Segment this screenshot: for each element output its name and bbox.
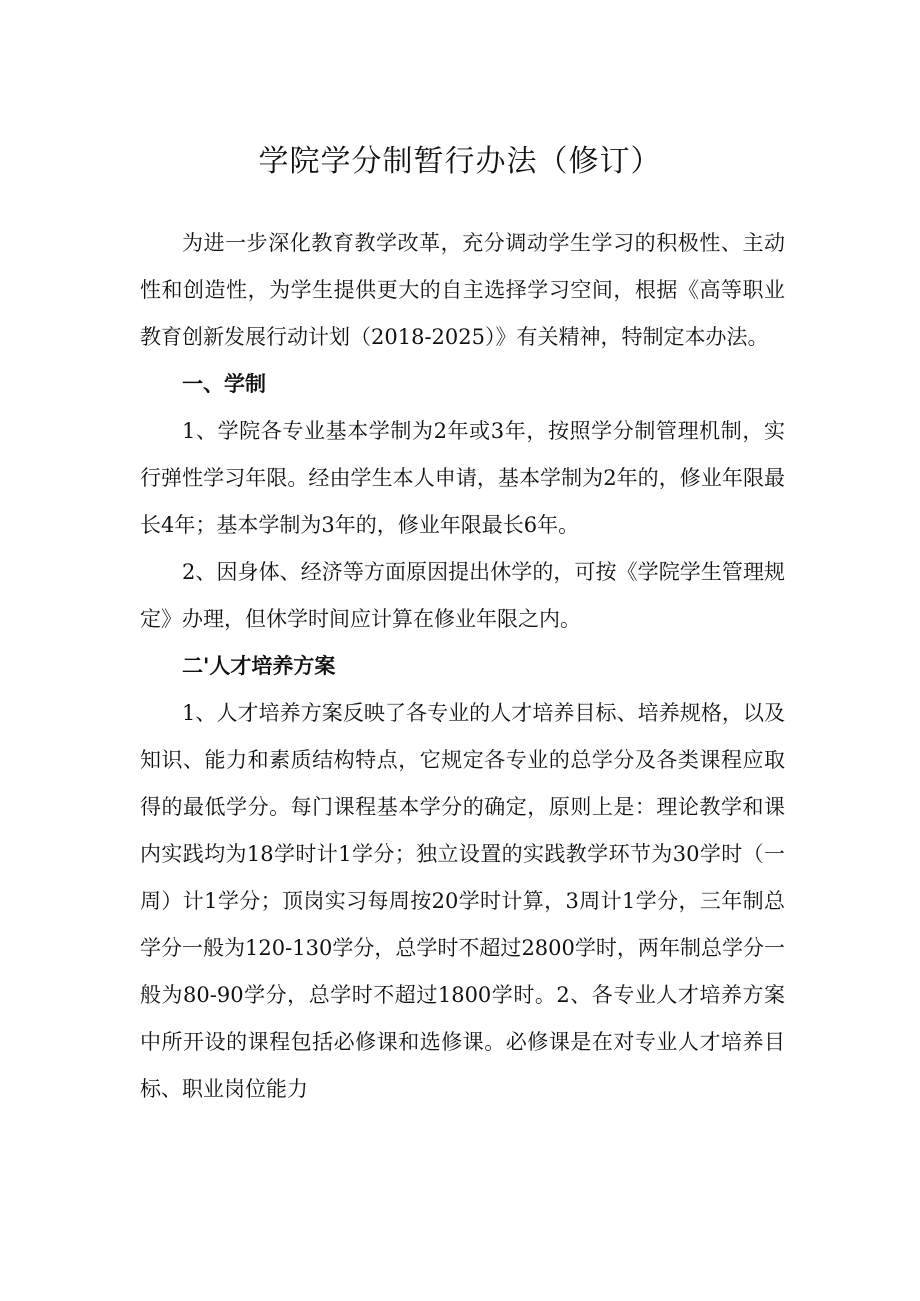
intro-paragraph: 为进一步深化教育教学改革，充分调动学生学习的积极性、主动性和创造性，为学生提供更大的自主选择学习空间，根据《高等职业教育创新发展行动计划（2018-2025）》有关精神，特制定本办法。	[140, 231, 785, 349]
section-paragraph: 1、人才培养方案反映了各专业的人才培养目标、培养规格，以及知识、能力和素质结构特点，它规定各专业的总学分及各类课程应取得的最低学分。每门课程基本学分的确定，原则上是：理论教学和课内实践均为18学时计1学分；独立设置的实践教学环节为30学时（一周）计1学分；顶岗实习每周按20学时计算，3周计1学分，三年制总学分一般为120-130学分，总学时不超过2800学时，两年制总学分一般为80-90学分，总学时不超过1800学时。2、各专业人才培养方案中所开设的课程包括必修课和选修课。必修课是在对专业人才培养目标、职业岗位能力	[140, 701, 785, 1101]
section-academic-system	[140, 361, 785, 643]
section-paragraph: 1、学院各专业基本学制为2年或3年，按照学分制管理机制，实行弹性学习年限。经由学生本人申请，基本学制为2年的，修业年限最长4年；基本学制为3年的，修业年限最长6年。	[140, 419, 785, 537]
document-body	[140, 220, 785, 1113]
section-heading: 一、学制	[182, 372, 266, 396]
section-paragraph: 2、因身体、经济等方面原因提出休学的，可按《学院学生管理规定》办理，但休学时间应计算在修业年限之内。	[140, 560, 785, 631]
document-title: 学院学分制暂行办法（修订）	[258, 144, 662, 179]
section-training-plan	[140, 643, 785, 1113]
section-heading: 二'人才培养方案	[182, 654, 336, 678]
